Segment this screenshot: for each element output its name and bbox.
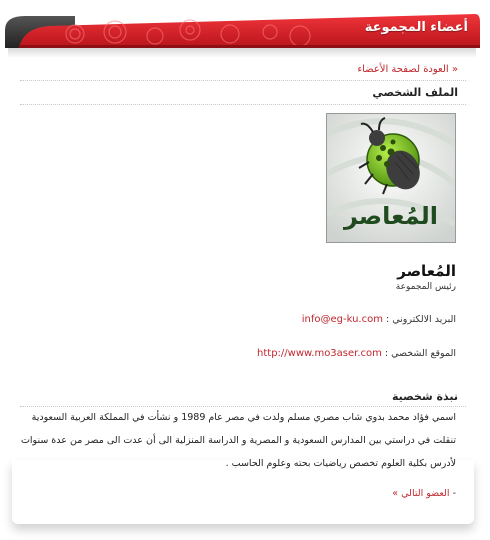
profile-section-title: الملف الشخصي [372, 86, 458, 99]
back-to-members-link[interactable]: « العودة لصفحة الأعضاء [357, 64, 458, 75]
user-avatar-logo [326, 113, 456, 243]
email-link[interactable]: info@eg-ku.com [301, 314, 383, 325]
next-member-link[interactable] [392, 488, 456, 499]
user-name: المُعاصر [397, 262, 456, 280]
bio-section-title: نبذة شخصية [391, 390, 458, 403]
logo-wordmark: المُعاصر [343, 202, 438, 230]
user-role: رئيس المجموعة [395, 282, 456, 292]
website-row [257, 348, 456, 359]
website-link[interactable]: http://www.mo3aser.com [257, 348, 382, 359]
page-title: أعضاء المجموعة [364, 20, 468, 35]
next-link-dash: - [452, 488, 456, 499]
header-shadow [8, 48, 476, 58]
divider [20, 104, 466, 105]
next-member-label[interactable]: العضو التالي » [392, 488, 450, 499]
divider [20, 80, 466, 81]
website-label: الموقع الشخصي : [384, 348, 456, 359]
bio-text: اسمي فؤاد محمد بدوي شاب مصري مسلم ولدت في مصر عام 1989 و نشأت في المملكة العربية السعودية تنقلت في دراستي بين المدارس السعودية و المصرية و الدراسة المنزلية الى أن عدت الى مصر من عدة سنوات لأدرس بكلية العلوم تخصص رياضيات بحته وعلوم الحاسب . [20, 412, 456, 469]
email-row [302, 314, 456, 325]
email-label: البريد الالكتروني : [386, 314, 456, 325]
page-header [5, 12, 480, 48]
